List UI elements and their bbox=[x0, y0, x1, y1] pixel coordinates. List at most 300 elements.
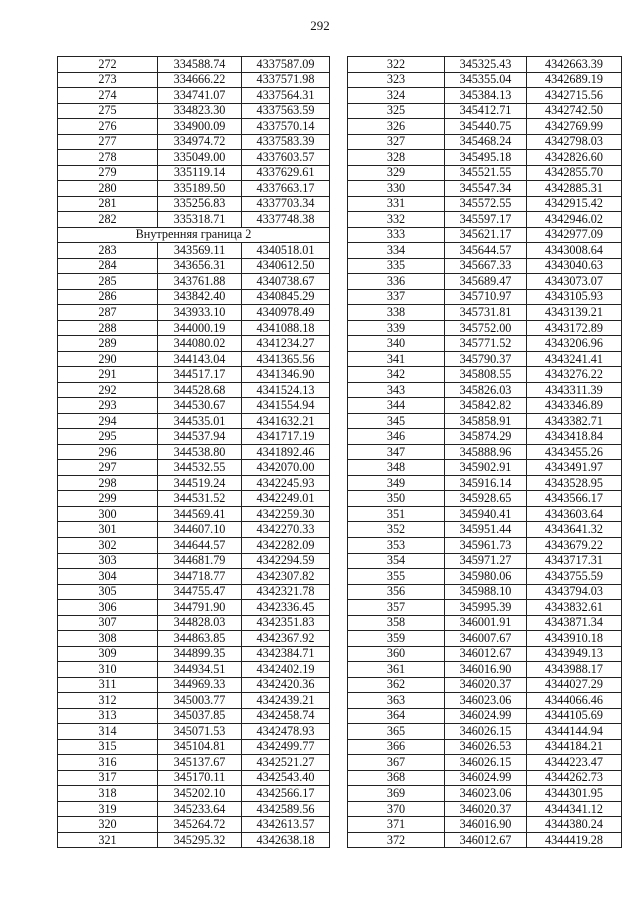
coordinate-y: 4343311.39 bbox=[527, 382, 622, 398]
coordinate-x: 346020.37 bbox=[445, 801, 527, 817]
table-row bbox=[348, 739, 622, 755]
table-row bbox=[348, 413, 622, 429]
table-row bbox=[58, 119, 330, 135]
point-number: 347 bbox=[348, 444, 445, 460]
coordinate-x: 343569.11 bbox=[158, 243, 242, 259]
coordinate-x: 346023.06 bbox=[445, 693, 527, 709]
point-number: 346 bbox=[348, 429, 445, 445]
coordinate-x: 344080.02 bbox=[158, 336, 242, 352]
coordinate-y: 4343910.18 bbox=[527, 631, 622, 647]
table-row bbox=[58, 662, 330, 678]
point-number: 283 bbox=[58, 243, 158, 259]
coordinate-y: 4342855.70 bbox=[527, 165, 622, 181]
coordinate-y: 4343528.95 bbox=[527, 475, 622, 491]
point-number: 354 bbox=[348, 553, 445, 569]
coordinate-y: 4337583.39 bbox=[242, 134, 330, 150]
coordinate-y: 4341365.56 bbox=[242, 351, 330, 367]
coordinate-x: 344143.04 bbox=[158, 351, 242, 367]
coordinate-y: 4343206.96 bbox=[527, 336, 622, 352]
table-row bbox=[58, 739, 330, 755]
coordinate-x: 345888.96 bbox=[445, 444, 527, 460]
table-row bbox=[348, 72, 622, 88]
point-number: 365 bbox=[348, 724, 445, 740]
point-number: 286 bbox=[58, 289, 158, 305]
coordinate-x: 345547.34 bbox=[445, 181, 527, 197]
coordinate-x: 345988.10 bbox=[445, 584, 527, 600]
coordinate-x: 335256.83 bbox=[158, 196, 242, 212]
coordinate-y: 4341632.21 bbox=[242, 413, 330, 429]
point-number: 282 bbox=[58, 212, 158, 228]
coordinate-x: 345521.55 bbox=[445, 165, 527, 181]
coordinate-x: 345790.37 bbox=[445, 351, 527, 367]
coordinate-x: 344863.85 bbox=[158, 631, 242, 647]
table-row bbox=[58, 243, 330, 259]
table-row bbox=[348, 367, 622, 383]
table-row bbox=[58, 817, 330, 833]
table-row bbox=[348, 677, 622, 693]
coordinate-y: 4341554.94 bbox=[242, 398, 330, 414]
table-row bbox=[348, 274, 622, 290]
table-row bbox=[348, 693, 622, 709]
table-row bbox=[58, 382, 330, 398]
coordinate-y: 4343832.61 bbox=[527, 600, 622, 616]
coordinate-y: 4340845.29 bbox=[242, 289, 330, 305]
table-row bbox=[348, 615, 622, 631]
table-row bbox=[58, 786, 330, 802]
coordinate-x: 344681.79 bbox=[158, 553, 242, 569]
coordinate-y: 4342439.21 bbox=[242, 693, 330, 709]
table-row bbox=[58, 258, 330, 274]
coordinate-x: 345808.55 bbox=[445, 367, 527, 383]
table-row bbox=[348, 662, 622, 678]
table-row bbox=[348, 181, 622, 197]
point-number: 362 bbox=[348, 677, 445, 693]
point-number: 306 bbox=[58, 600, 158, 616]
table-row bbox=[58, 320, 330, 336]
coordinate-y: 4340612.50 bbox=[242, 258, 330, 274]
point-number: 341 bbox=[348, 351, 445, 367]
coordinate-y: 4342259.30 bbox=[242, 506, 330, 522]
coordinate-x: 345916.14 bbox=[445, 475, 527, 491]
coordinate-y: 4337703.34 bbox=[242, 196, 330, 212]
coordinate-y: 4343418.84 bbox=[527, 429, 622, 445]
coordinate-x: 345980.06 bbox=[445, 569, 527, 585]
coordinate-x: 345951.44 bbox=[445, 522, 527, 538]
coordinate-y: 4344301.95 bbox=[527, 786, 622, 802]
point-number: 335 bbox=[348, 258, 445, 274]
table-row bbox=[348, 491, 622, 507]
coordinate-x: 344718.77 bbox=[158, 569, 242, 585]
table-row bbox=[58, 537, 330, 553]
coordinate-x: 345731.81 bbox=[445, 305, 527, 321]
table-row bbox=[348, 289, 622, 305]
coordinate-x: 345170.11 bbox=[158, 770, 242, 786]
coordinate-x: 344517.17 bbox=[158, 367, 242, 383]
table-row bbox=[58, 134, 330, 150]
table-row bbox=[58, 506, 330, 522]
coordinate-y: 4342367.92 bbox=[242, 631, 330, 647]
coordinate-y: 4343871.34 bbox=[527, 615, 622, 631]
point-number: 291 bbox=[58, 367, 158, 383]
point-number: 309 bbox=[58, 646, 158, 662]
table-row bbox=[58, 181, 330, 197]
coordinate-x: 344537.94 bbox=[158, 429, 242, 445]
coordinate-x: 344969.33 bbox=[158, 677, 242, 693]
coordinate-x: 344607.10 bbox=[158, 522, 242, 538]
coordinate-y: 4344027.29 bbox=[527, 677, 622, 693]
point-number: 310 bbox=[58, 662, 158, 678]
point-number: 293 bbox=[58, 398, 158, 414]
coordinate-x: 344934.51 bbox=[158, 662, 242, 678]
point-number: 321 bbox=[58, 832, 158, 848]
table-row bbox=[348, 336, 622, 352]
table-row bbox=[58, 693, 330, 709]
point-number: 292 bbox=[58, 382, 158, 398]
coordinate-x: 334741.07 bbox=[158, 88, 242, 104]
coordinate-x: 344755.47 bbox=[158, 584, 242, 600]
coordinate-y: 4343988.17 bbox=[527, 662, 622, 678]
point-number: 340 bbox=[348, 336, 445, 352]
coordinate-x: 344899.35 bbox=[158, 646, 242, 662]
table-row bbox=[58, 72, 330, 88]
coordinate-y: 4343641.32 bbox=[527, 522, 622, 538]
point-number: 336 bbox=[348, 274, 445, 290]
table-row bbox=[348, 134, 622, 150]
coordinate-y: 4337748.38 bbox=[242, 212, 330, 228]
coordinate-x: 344644.57 bbox=[158, 537, 242, 553]
coordinate-y: 4337570.14 bbox=[242, 119, 330, 135]
coordinate-x: 345202.10 bbox=[158, 786, 242, 802]
coordinate-x: 345771.52 bbox=[445, 336, 527, 352]
table-row bbox=[58, 305, 330, 321]
coordinate-x: 335318.71 bbox=[158, 212, 242, 228]
coordinate-x: 345995.39 bbox=[445, 600, 527, 616]
coordinate-y: 4340978.49 bbox=[242, 305, 330, 321]
table-row bbox=[348, 150, 622, 166]
coordinate-x: 346023.06 bbox=[445, 786, 527, 802]
coordinate-y: 4342307.82 bbox=[242, 569, 330, 585]
table-row bbox=[348, 460, 622, 476]
coordinate-x: 345689.47 bbox=[445, 274, 527, 290]
table-row bbox=[348, 88, 622, 104]
table-row bbox=[348, 382, 622, 398]
coordinate-x: 345858.91 bbox=[445, 413, 527, 429]
point-number: 337 bbox=[348, 289, 445, 305]
coordinate-y: 4342769.99 bbox=[527, 119, 622, 135]
coordinate-x: 344530.67 bbox=[158, 398, 242, 414]
coordinate-x: 343656.31 bbox=[158, 258, 242, 274]
point-number: 323 bbox=[348, 72, 445, 88]
point-number: 330 bbox=[348, 181, 445, 197]
point-number: 343 bbox=[348, 382, 445, 398]
table-row bbox=[348, 398, 622, 414]
coordinate-y: 4344144.94 bbox=[527, 724, 622, 740]
point-number: 275 bbox=[58, 103, 158, 119]
coordinate-y: 4337563.59 bbox=[242, 103, 330, 119]
coordinate-x: 343761.88 bbox=[158, 274, 242, 290]
table-row bbox=[58, 367, 330, 383]
coordinate-x: 334900.09 bbox=[158, 119, 242, 135]
table-row bbox=[58, 801, 330, 817]
table-row bbox=[348, 444, 622, 460]
table-row bbox=[58, 724, 330, 740]
coordinate-x: 345495.18 bbox=[445, 150, 527, 166]
coordinate-y: 4343040.63 bbox=[527, 258, 622, 274]
coordinate-x: 345644.57 bbox=[445, 243, 527, 259]
table-row bbox=[58, 444, 330, 460]
coordinate-x: 334588.74 bbox=[158, 57, 242, 73]
table-row bbox=[348, 506, 622, 522]
coordinate-y: 4344419.28 bbox=[527, 832, 622, 848]
coordinate-y: 4344066.46 bbox=[527, 693, 622, 709]
coordinate-x: 346026.53 bbox=[445, 739, 527, 755]
coordinate-y: 4341088.18 bbox=[242, 320, 330, 336]
coordinate-x: 345667.33 bbox=[445, 258, 527, 274]
coordinate-x: 345874.29 bbox=[445, 429, 527, 445]
coordinate-y: 4342826.60 bbox=[527, 150, 622, 166]
point-number: 322 bbox=[348, 57, 445, 73]
table-row bbox=[58, 196, 330, 212]
point-number: 312 bbox=[58, 693, 158, 709]
point-number: 364 bbox=[348, 708, 445, 724]
coordinate-y: 4341234.27 bbox=[242, 336, 330, 352]
table-row bbox=[58, 289, 330, 305]
coordinate-x: 346024.99 bbox=[445, 708, 527, 724]
coordinate-y: 4344105.69 bbox=[527, 708, 622, 724]
coordinate-y: 4343172.89 bbox=[527, 320, 622, 336]
table-row bbox=[58, 755, 330, 771]
coordinate-x: 345137.67 bbox=[158, 755, 242, 771]
point-number: 281 bbox=[58, 196, 158, 212]
coordinate-y: 4341346.90 bbox=[242, 367, 330, 383]
coordinate-x: 335049.00 bbox=[158, 150, 242, 166]
coordinate-y: 4342543.40 bbox=[242, 770, 330, 786]
table-row bbox=[348, 553, 622, 569]
coordinate-x: 345902.91 bbox=[445, 460, 527, 476]
point-number: 296 bbox=[58, 444, 158, 460]
point-number: 367 bbox=[348, 755, 445, 771]
table-row bbox=[58, 708, 330, 724]
point-number: 351 bbox=[348, 506, 445, 522]
table-row bbox=[348, 57, 622, 73]
point-number: 273 bbox=[58, 72, 158, 88]
table-row bbox=[348, 631, 622, 647]
point-number: 301 bbox=[58, 522, 158, 538]
table-row bbox=[58, 429, 330, 445]
table-row bbox=[348, 600, 622, 616]
coordinate-y: 4342885.31 bbox=[527, 181, 622, 197]
coordinate-x: 344000.19 bbox=[158, 320, 242, 336]
coordinate-x: 346026.15 bbox=[445, 724, 527, 740]
point-number: 276 bbox=[58, 119, 158, 135]
coordinate-x: 343842.40 bbox=[158, 289, 242, 305]
coordinate-y: 4344184.21 bbox=[527, 739, 622, 755]
coordinate-y: 4344341.12 bbox=[527, 801, 622, 817]
point-number: 363 bbox=[348, 693, 445, 709]
coordinate-x: 334823.30 bbox=[158, 103, 242, 119]
coordinate-x: 346012.67 bbox=[445, 832, 527, 848]
point-number: 352 bbox=[348, 522, 445, 538]
table-row bbox=[348, 196, 622, 212]
point-number: 317 bbox=[58, 770, 158, 786]
coordinate-y: 4343346.89 bbox=[527, 398, 622, 414]
point-number: 308 bbox=[58, 631, 158, 647]
point-number: 280 bbox=[58, 181, 158, 197]
coordinate-x: 335119.14 bbox=[158, 165, 242, 181]
point-number: 356 bbox=[348, 584, 445, 600]
point-number: 289 bbox=[58, 336, 158, 352]
point-number: 295 bbox=[58, 429, 158, 445]
coordinate-x: 344569.41 bbox=[158, 506, 242, 522]
point-number: 359 bbox=[348, 631, 445, 647]
table-row bbox=[58, 646, 330, 662]
point-number: 349 bbox=[348, 475, 445, 491]
point-number: 300 bbox=[58, 506, 158, 522]
coordinate-y: 4343755.59 bbox=[527, 569, 622, 585]
coordinate-x: 345325.43 bbox=[445, 57, 527, 73]
coordinate-y: 4342638.18 bbox=[242, 832, 330, 848]
coordinate-y: 4337663.17 bbox=[242, 181, 330, 197]
point-number: 338 bbox=[348, 305, 445, 321]
table-row bbox=[348, 770, 622, 786]
coordinate-y: 4340518.01 bbox=[242, 243, 330, 259]
point-number: 298 bbox=[58, 475, 158, 491]
coordinate-y: 4343105.93 bbox=[527, 289, 622, 305]
coordinate-x: 345071.53 bbox=[158, 724, 242, 740]
coordinate-x: 345468.24 bbox=[445, 134, 527, 150]
coordinate-y: 4342521.27 bbox=[242, 755, 330, 771]
point-number: 345 bbox=[348, 413, 445, 429]
point-number: 274 bbox=[58, 88, 158, 104]
coordinate-y: 4344262.73 bbox=[527, 770, 622, 786]
coordinate-y: 4342402.19 bbox=[242, 662, 330, 678]
point-number: 299 bbox=[58, 491, 158, 507]
table-row bbox=[348, 708, 622, 724]
coordinate-x: 345597.17 bbox=[445, 212, 527, 228]
coordinate-y: 4343382.71 bbox=[527, 413, 622, 429]
point-number: 303 bbox=[58, 553, 158, 569]
coordinate-x: 346026.15 bbox=[445, 755, 527, 771]
coordinate-x: 345264.72 bbox=[158, 817, 242, 833]
coordinate-x: 346001.91 bbox=[445, 615, 527, 631]
coordinate-x: 345826.03 bbox=[445, 382, 527, 398]
coordinate-y: 4337587.09 bbox=[242, 57, 330, 73]
coordinate-y: 4342270.33 bbox=[242, 522, 330, 538]
section-title: Внутренняя граница 2 bbox=[58, 227, 330, 243]
point-number: 372 bbox=[348, 832, 445, 848]
coordinate-x: 335189.50 bbox=[158, 181, 242, 197]
coordinate-y: 4342742.50 bbox=[527, 103, 622, 119]
coordinate-x: 345961.73 bbox=[445, 537, 527, 553]
table-row bbox=[348, 212, 622, 228]
table-row bbox=[58, 413, 330, 429]
coordinate-x: 346016.90 bbox=[445, 817, 527, 833]
coordinate-x: 345384.13 bbox=[445, 88, 527, 104]
coordinate-x: 346012.67 bbox=[445, 646, 527, 662]
coordinate-x: 345440.75 bbox=[445, 119, 527, 135]
coordinate-y: 4342499.77 bbox=[242, 739, 330, 755]
coordinate-y: 4342663.39 bbox=[527, 57, 622, 73]
coordinate-x: 344538.80 bbox=[158, 444, 242, 460]
table-row bbox=[348, 786, 622, 802]
point-number: 324 bbox=[348, 88, 445, 104]
point-number: 344 bbox=[348, 398, 445, 414]
point-number: 371 bbox=[348, 817, 445, 833]
coordinate-x: 344519.24 bbox=[158, 475, 242, 491]
coordinate-x: 345940.41 bbox=[445, 506, 527, 522]
point-number: 326 bbox=[348, 119, 445, 135]
point-number: 287 bbox=[58, 305, 158, 321]
point-number: 342 bbox=[348, 367, 445, 383]
coordinate-y: 4341524.13 bbox=[242, 382, 330, 398]
coordinate-y: 4342420.36 bbox=[242, 677, 330, 693]
point-number: 294 bbox=[58, 413, 158, 429]
table-row bbox=[58, 150, 330, 166]
coordinate-y: 4343455.26 bbox=[527, 444, 622, 460]
coordinates-table-left bbox=[57, 56, 330, 848]
coordinate-x: 345003.77 bbox=[158, 693, 242, 709]
point-number: 357 bbox=[348, 600, 445, 616]
coordinate-y: 4342798.03 bbox=[527, 134, 622, 150]
point-number: 297 bbox=[58, 460, 158, 476]
point-number: 284 bbox=[58, 258, 158, 274]
point-number: 358 bbox=[348, 615, 445, 631]
table-row bbox=[348, 537, 622, 553]
point-number: 332 bbox=[348, 212, 445, 228]
point-number: 327 bbox=[348, 134, 445, 150]
coordinate-y: 4343566.17 bbox=[527, 491, 622, 507]
table-row bbox=[58, 584, 330, 600]
coordinate-y: 4337571.98 bbox=[242, 72, 330, 88]
point-number: 331 bbox=[348, 196, 445, 212]
coordinate-x: 345412.71 bbox=[445, 103, 527, 119]
coordinate-y: 4342613.57 bbox=[242, 817, 330, 833]
table-row bbox=[58, 832, 330, 848]
point-number: 302 bbox=[58, 537, 158, 553]
point-number: 348 bbox=[348, 460, 445, 476]
table-row bbox=[58, 615, 330, 631]
coordinate-x: 346007.67 bbox=[445, 631, 527, 647]
coordinate-x: 334666.22 bbox=[158, 72, 242, 88]
point-number: 290 bbox=[58, 351, 158, 367]
coordinate-y: 4342249.01 bbox=[242, 491, 330, 507]
point-number: 353 bbox=[348, 537, 445, 553]
table-row bbox=[58, 103, 330, 119]
point-number: 339 bbox=[348, 320, 445, 336]
point-number: 334 bbox=[348, 243, 445, 259]
coordinate-y: 4342715.56 bbox=[527, 88, 622, 104]
coordinate-y: 4343717.31 bbox=[527, 553, 622, 569]
table-row bbox=[58, 553, 330, 569]
table-row bbox=[348, 646, 622, 662]
table-row bbox=[348, 724, 622, 740]
table-row bbox=[348, 227, 622, 243]
table-row bbox=[58, 522, 330, 538]
point-number: 316 bbox=[58, 755, 158, 771]
table-row bbox=[58, 569, 330, 585]
point-number: 313 bbox=[58, 708, 158, 724]
point-number: 307 bbox=[58, 615, 158, 631]
table-row bbox=[348, 305, 622, 321]
table-row bbox=[348, 351, 622, 367]
table-row bbox=[58, 475, 330, 491]
coordinate-y: 4342384.71 bbox=[242, 646, 330, 662]
table-row bbox=[348, 584, 622, 600]
point-number: 315 bbox=[58, 739, 158, 755]
coordinate-x: 345295.32 bbox=[158, 832, 242, 848]
coordinate-x: 334974.72 bbox=[158, 134, 242, 150]
coordinate-x: 344791.90 bbox=[158, 600, 242, 616]
